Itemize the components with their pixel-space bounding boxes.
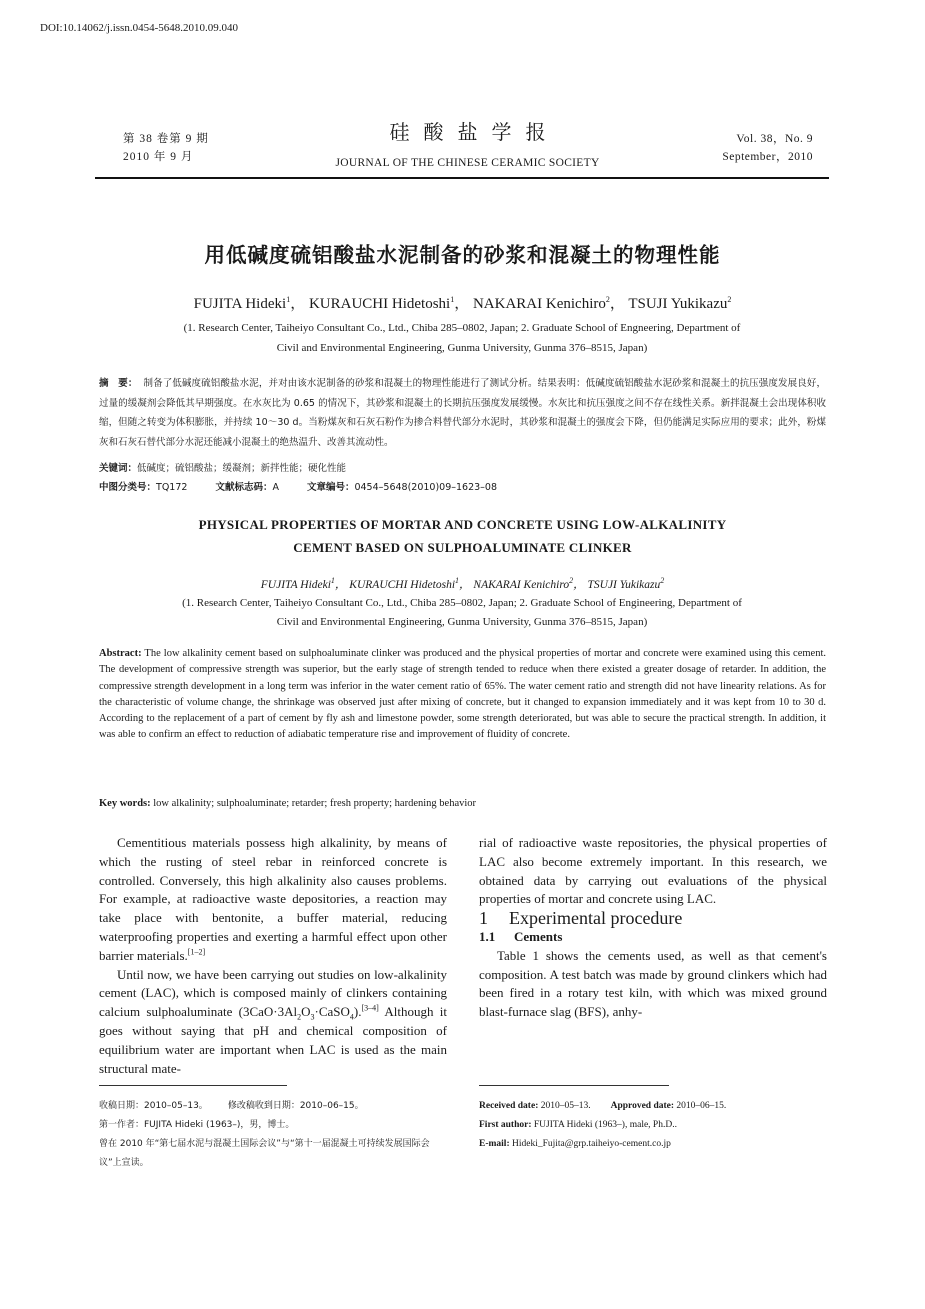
revised-date-cn: 修改稿收到日期：2010–06–15。 — [227, 1101, 364, 1111]
volume-en: Vol. 38，No. 9 — [736, 133, 813, 145]
author-affil-mark: 1 — [330, 576, 335, 586]
first-author-cn: 第一作者：FUJITA Hideki (1963–)，男，博士。 — [99, 1120, 295, 1130]
author-name: KURAUCHI Hidetoshi — [308, 296, 451, 312]
subsection-heading — [479, 928, 827, 947]
doc-code: A — [272, 482, 279, 493]
section-number: 1 — [479, 908, 488, 929]
body-paragraph: Until now, we have been carrying out studies on low-alkalinity cement (LAC), which is composed mainly of clinkers containing calcium sulphoaluminate $(3CaO\cdot 3Al_2O_3\cdot CaSO_4).[3-4]$ Although it goes without saying that pH and chemical composition of equilibrium water are important when LAC is used as the main structural mate- — [99, 966, 448, 1076]
citation[interactable]: [3–4] — [361, 1003, 379, 1013]
author-affil-mark: 2 — [727, 295, 732, 304]
subsection-number: 1.1 — [479, 928, 496, 944]
body-paragraph: Table 1 shows the cements used, as well as that cement's composition. A test batch was made by ground clinkers which had been fired in a rotary test kiln, with which was mixed ground blast-furnace slag (BFS), anhy- — [479, 947, 827, 1020]
journal-name-cn: 硅酸盐学报 — [389, 122, 560, 144]
author-name: FUJITA Hideki — [193, 296, 287, 312]
author-name: TSUJI Yukikazu — [587, 579, 661, 591]
abstract-cn-label: 摘 要： — [99, 378, 138, 389]
title-en — [99, 513, 826, 559]
abstract-cn-text: 制备了低碱度硫铝酸盐水泥，并对由该水泥制备的砂浆和混凝土的物理性能进行了测试分析。结果表明：低碱度硫铝酸盐水泥砂浆和混凝土的抗压强度发展良好，过量的缓凝剂会降低其早期强度。在水灰比为 0.65 的情况下，其砂浆和混凝土的长期抗压强度发展缓慢。水灰比和抗压强度之间不存在线性关系。新拌混凝土会出现体积收缩，但随之转变为体积膨胀，并持续 10～30 d。当粉煤灰和石灰石粉作为掺合料替代部分水泥时，其砂浆和混凝土的强度会下降，但仍能满足实际应用的要求；此外，粉煤灰和石灰石替代部分水泥还能减小混凝土的绝热温升、改善其流动性。 — [99, 378, 826, 448]
section-title: Experimental procedure — [509, 908, 683, 929]
body-column-left — [99, 834, 447, 1078]
header-right — [700, 130, 813, 166]
abstract-cn — [99, 374, 826, 452]
doc-code-label: 文献标志码： — [215, 482, 273, 493]
date-cn: 2010 年 9 月 — [123, 151, 194, 163]
header-rule — [95, 177, 829, 179]
received-date-cn: 收稿日期：2010–05–13。 — [99, 1101, 208, 1111]
clc-label: 中图分类号： — [99, 482, 157, 493]
keywords-en-block — [99, 798, 826, 809]
keywords-cn-label: 关键词： — [99, 463, 138, 474]
conference-note-cn: 曾在 2010 年“第七届水泥与混凝土国际会议”与“第十一届混凝土可持续发展国际会议”上宣读。 — [99, 1139, 430, 1168]
author-affil-mark: 2 — [605, 295, 610, 304]
doi: DOI:10.14062/j.issn.0454-5648.2010.09.040 — [40, 22, 238, 34]
author-list-en: FUJITA Hideki$^1$， KURAUCHI Hidetoshi$^1$， NAKARAI Kenichiro$^2$， TSUJI Yukikazu$^2$ — [260, 576, 665, 591]
title-en-line: PHYSICAL PROPERTIES OF MORTAR AND CONCRETE USING LOW-ALKALINITY — [198, 517, 727, 532]
journal-name — [300, 116, 635, 169]
author-affil-mark: 1 — [286, 295, 291, 304]
title-cn: 用低碱度硫铝酸盐水泥制备的砂浆和混凝土的物理性能 — [204, 243, 721, 267]
footnote-rule-right — [479, 1085, 669, 1086]
volume-cn: 第 38 卷第 9 期 — [123, 133, 209, 145]
keywords-en-label: Key words: — [99, 798, 151, 809]
email-link[interactable]: Hideki_Fujita@grp.taiheiyo-cement.co.jp — [511, 1139, 671, 1149]
received-date-en: 2010–05–13. — [540, 1101, 591, 1111]
first-author-en: FUJITA Hideki (1963–), male, Ph.D.. — [533, 1120, 677, 1130]
author-name: NAKARAI Kenichiro — [473, 579, 570, 591]
abstract-en — [99, 646, 826, 744]
affiliation-cn — [95, 318, 829, 358]
footnotes-en: Received date: 2010–05–13. Approved date: 2010–06–15. First author: FUJITA Hideki (1963–), male, Ph.D.. E-mail: Hideki_Fujita@grp.taiheiyo-cement.co.jp — [479, 1101, 727, 1149]
keywords-cn: 低碱度；硫铝酸盐；缓凝剂；新拌性能；硬化性能 — [137, 463, 347, 474]
date-en: September，2010 — [722, 151, 813, 163]
approved-date-en: 2010–06–15. — [676, 1101, 727, 1111]
author-name: KURAUCHI Hidetoshi — [349, 579, 456, 591]
author-list: FUJITA Hideki$^1$， KURAUCHI Hidetoshi$^1$， NAKARAI Kenichiro$^2$， TSUJI Yukikazu$^2$ — [193, 295, 732, 312]
clc-code: TQ172 — [156, 482, 188, 493]
body-column-right — [479, 834, 827, 1022]
author-affil-mark: 1 — [450, 295, 455, 304]
abstract-en-text: The low alkalinity cement based on sulphoaluminate clinker was produced and the physical properties of mortar and concrete were examined using this cement. The development of compressive strength was superior, but the early stage of strength tended to reduce when there existed a greater dosage of retarder. In addition, the compressive strength development in a long term was inferior in the water cement ratio of 65%. The water cement ratio and strength did not have linearity relations. As for the characteristic of volume change, the shrinkage was observed just after mixing of concrete, but it changed to expansion immediately and it was kept from 10 to 30 d. According to the replacement of a part of cement by fly ash and limestone powder, some strength deteriorated, but was able to secure the practical strength. In addition, it was able to confirm an effect to reduction of adiabatic temperature rise and improvement of fluidity of concrete. — [99, 648, 826, 741]
body-paragraph: Cementitious materials possess high alkalinity, by means of which the rusting of steel rebar in reinforced concrete is controlled. Conversely, this high alkalinity also causes problems. For example, at radioactive waste depositories, a reaction may take place with bentonite, a buffer material, reducing waterproofing properties and exerting a harmful effect upon other barrier materials.[1–2] — [99, 835, 447, 963]
affiliation-line: Civil and Environmental Engineering, Gunma University, Gunma 376–8515, Japan) — [276, 616, 648, 628]
author-affil-mark: 2 — [660, 576, 665, 586]
article-no: 0454–5648(2010)09–1623–08 — [354, 482, 498, 493]
citation[interactable]: [1–2] — [187, 947, 206, 957]
affiliation-en — [95, 594, 829, 632]
author-name: FUJITA Hideki — [260, 579, 331, 591]
title-en-line: CEMENT BASED ON SULPHOALUMINATE CLINKER — [293, 540, 632, 555]
abstract-en-label: Abstract: — [99, 648, 142, 659]
footnote-rule-left — [99, 1085, 287, 1086]
affiliation-line: (1. Research Center, Taiheiyo Consultant Co., Ltd., Chiba 285–0802, Japan; 2. Graduate School of Engineering, Department of — [182, 597, 742, 609]
affiliation-line: Civil and Environmental Engineering, Gunma University, Gunma 376–8515, Japan) — [276, 342, 648, 354]
author-name: NAKARAI Kenichiro — [472, 296, 606, 312]
article-no-label: 文章编号： — [306, 482, 355, 493]
subsection-title: Cements — [514, 928, 563, 944]
author-affil-mark: 2 — [569, 576, 574, 586]
journal-name-en: JOURNAL OF THE CHINESE CERAMIC SOCIETY — [335, 157, 600, 169]
affiliation-line: (1. Research Center, Taiheiyo Consultant Co., Ltd., Chiba 285–0802, Japan; 2. Graduate School of Engneering, Department of — [183, 322, 741, 334]
footnotes-cn — [99, 1097, 449, 1173]
header-left — [123, 130, 209, 166]
author-affil-mark: 1 — [455, 576, 460, 586]
section-heading — [479, 909, 827, 928]
body-paragraph: rial of radioactive waste repositories, the physical properties of LAC also become extremely important. In this research, we obtained data by carrying out evaluations of the physical properties of mortar and concrete using LAC. — [479, 835, 827, 907]
author-name: TSUJI Yukikazu — [628, 296, 728, 312]
keywords-en: low alkalinity; sulphoaluminate; retarder; fresh property; hardening behavior — [153, 798, 477, 809]
keywords-cn-block — [99, 459, 826, 497]
